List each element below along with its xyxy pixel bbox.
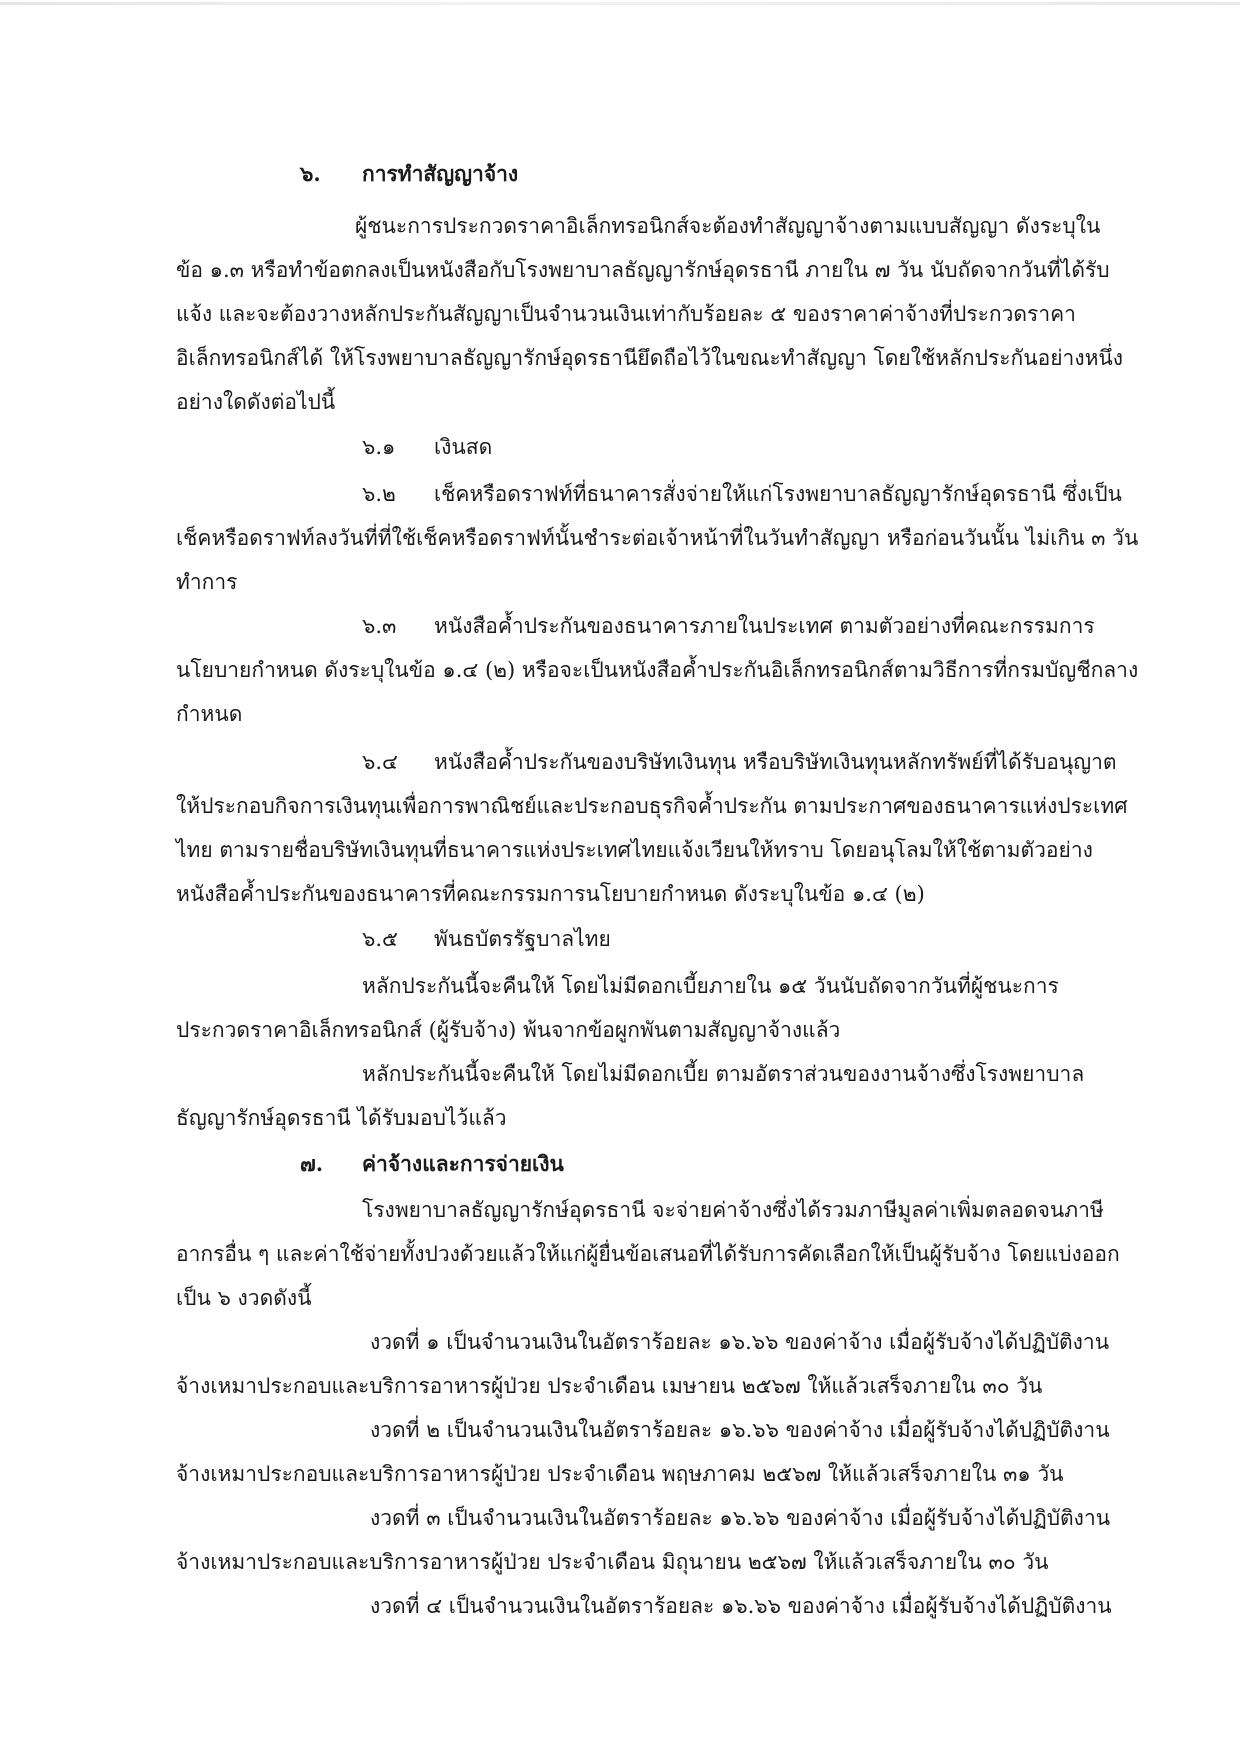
section-7-line-2: อากรอื่น ๆ และค่าใช้จ่ายทั้งปวงด้วยแล้วให้แก่ผู้ยื่นข้อเสนอที่ได้รับการคัดเลือกให้เป็นผู้รับจ้าง โดยแบ่งออก <box>176 1242 1120 1266</box>
section-7-line-1: โรงพยาบาลธัญญารักษ์อุดรธานี จะจ่ายค่าจ้างซึ่งได้รวมภาษีมูลค่าเพิ่มตลอดจนภาษี <box>362 1198 1104 1222</box>
section-6-line-2: ข้อ ๑.๓ หรือทำข้อตกลงเป็นหนังสือกับโรงพยาบาลธัญญารักษ์อุดรธานี ภายใน ๗ วัน นับถัดจากวันที่ได้รับ <box>176 258 1110 282</box>
section-6-line-1: ผู้ชนะการประกวดราคาอิเล็กทรอนิกส์จะต้องทำสัญญาจ้างตามแบบสัญญา ดังระบุใน <box>355 214 1101 238</box>
return-line-4: ธัญญารักษ์อุดรธานี ได้รับมอบไว้แล้ว <box>176 1106 507 1130</box>
section-7-number: ๗. <box>300 1151 324 1176</box>
scan-edge-line <box>0 2 1240 5</box>
item-6-1-number: ๖.๑ <box>362 435 396 459</box>
section-7-title: ค่าจ้างและการจ่ายเงิน <box>362 1151 564 1176</box>
return-line-3: หลักประกันนี้จะคืนให้ โดยไม่มีดอกเบี้ย ตามอัตราส่วนของงานจ้างซึ่งโรงพยาบาล <box>362 1062 1085 1086</box>
installment-2-line-1: งวดที่ ๒ เป็นจำนวนเงินในอัตราร้อยละ ๑๖.๖๖ ของค่าจ้าง เมื่อผู้รับจ้างได้ปฏิบัติงาน <box>370 1418 1110 1442</box>
installment-3-line-2: จ้างเหมาประกอบและบริการอาหารผู้ป่วย ประจำเดือน มิถุนายน ๒๕๖๗ ให้แล้วเสร็จภายใน ๓๐ วัน <box>176 1550 1049 1574</box>
section-6-title: การทำสัญญาจ้าง <box>362 161 519 186</box>
installment-1-line-2: จ้างเหมาประกอบและบริการอาหารผู้ป่วย ประจำเดือน เมษายน ๒๕๖๗ ให้แล้วเสร็จภายใน ๓๐ วัน <box>176 1374 1043 1398</box>
section-6-number: ๖. <box>300 161 321 186</box>
item-6-4-number: ๖.๔ <box>362 750 398 774</box>
item-6-2-number: ๖.๒ <box>362 482 396 506</box>
return-line-2: ประกวดราคาอิเล็กทรอนิกส์ (ผู้รับจ้าง) พ้นจากข้อผูกพันตามสัญญาจ้างแล้ว <box>176 1018 841 1042</box>
item-6-5-text: พันธบัตรรัฐบาลไทย <box>434 927 611 951</box>
item-6-5-number: ๖.๕ <box>362 927 398 951</box>
item-6-1-text: เงินสด <box>434 435 493 459</box>
item-6-4-line-2: ให้ประกอบกิจการเงินทุนเพื่อการพาณิชย์และประกอบธุรกิจค้ำประกัน ตามประกาศของธนาคารแห่งประเทศ <box>176 794 1128 818</box>
item-6-4-line-3: ไทย ตามรายชื่อบริษัทเงินทุนที่ธนาคารแห่งประเทศไทยแจ้งเวียนให้ทราบ โดยอนุโลมให้ใช้ตามตัวอย่าง <box>176 838 1093 862</box>
item-6-2-line-2: เช็คหรือดราฟท์ลงวันที่ที่ใช้เช็คหรือดราฟท์นั้นชำระต่อเจ้าหน้าที่ในวันทำสัญญา หรือก่อนวันนั้น ไม่เกิน ๓ วัน <box>176 526 1139 550</box>
item-6-4-line-4: หนังสือค้ำประกันของธนาคารที่คณะกรรมการนโยบายกำหนด ดังระบุในข้อ ๑.๔ (๒) <box>176 882 925 906</box>
installment-2-line-2: จ้างเหมาประกอบและบริการอาหารผู้ป่วย ประจำเดือน พฤษภาคม ๒๕๖๗ ให้แล้วเสร็จภายใน ๓๑ วัน <box>176 1462 1064 1486</box>
item-6-3-line-2: นโยบายกำหนด ดังระบุในข้อ ๑.๔ (๒) หรือจะเป็นหนังสือค้ำประกันอิเล็กทรอนิกส์ตามวิธีการที่กรมบัญชีกลาง <box>176 658 1139 682</box>
section-6-line-3: แจ้ง และจะต้องวางหลักประกันสัญญาเป็นจำนวนเงินเท่ากับร้อยละ ๕ ของราคาค่าจ้างที่ประกวดราคา <box>176 302 1076 326</box>
item-6-3-line-1: หนังสือค้ำประกันของธนาคารภายในประเทศ ตามตัวอย่างที่คณะกรรมการ <box>434 614 1095 638</box>
item-6-2-line-3: ทำการ <box>176 570 238 594</box>
item-6-3-line-3: กำหนด <box>176 702 243 726</box>
return-line-1: หลักประกันนี้จะคืนให้ โดยไม่มีดอกเบี้ยภายใน ๑๕ วันนับถัดจากวันที่ผู้ชนะการ <box>362 974 1059 998</box>
item-6-3-number: ๖.๓ <box>362 614 397 638</box>
section-6-line-5: อย่างใดดังต่อไปนี้ <box>176 390 336 414</box>
section-6-line-4: อิเล็กทรอนิกส์ได้ ให้โรงพยาบาลธัญญารักษ์อุดรธานียึดถือไว้ในขณะทำสัญญา โดยใช้หลักประกันอย่างหนึ่ง <box>176 346 1124 370</box>
item-6-4-line-1: หนังสือค้ำประกันของบริษัทเงินทุน หรือบริษัทเงินทุนหลักทรัพย์ที่ได้รับอนุญาต <box>434 750 1117 774</box>
section-7-line-3: เป็น ๖ งวดดังนี้ <box>176 1286 312 1310</box>
installment-3-line-1: งวดที่ ๓ เป็นจำนวนเงินในอัตราร้อยละ ๑๖.๖๖ ของค่าจ้าง เมื่อผู้รับจ้างได้ปฏิบัติงาน <box>370 1506 1111 1530</box>
installment-1-line-1: งวดที่ ๑ เป็นจำนวนเงินในอัตราร้อยละ ๑๖.๖๖ ของค่าจ้าง เมื่อผู้รับจ้างได้ปฏิบัติงาน <box>370 1330 1110 1354</box>
item-6-2-line-1: เช็คหรือดราฟท์ที่ธนาคารสั่งจ่ายให้แก่โรงพยาบาลธัญญารักษ์อุดรธานี ซึ่งเป็น <box>434 482 1122 506</box>
installment-4-line-1: งวดที่ ๔ เป็นจำนวนเงินในอัตราร้อยละ ๑๖.๖๖ ของค่าจ้าง เมื่อผู้รับจ้างได้ปฏิบัติงาน <box>370 1594 1112 1618</box>
